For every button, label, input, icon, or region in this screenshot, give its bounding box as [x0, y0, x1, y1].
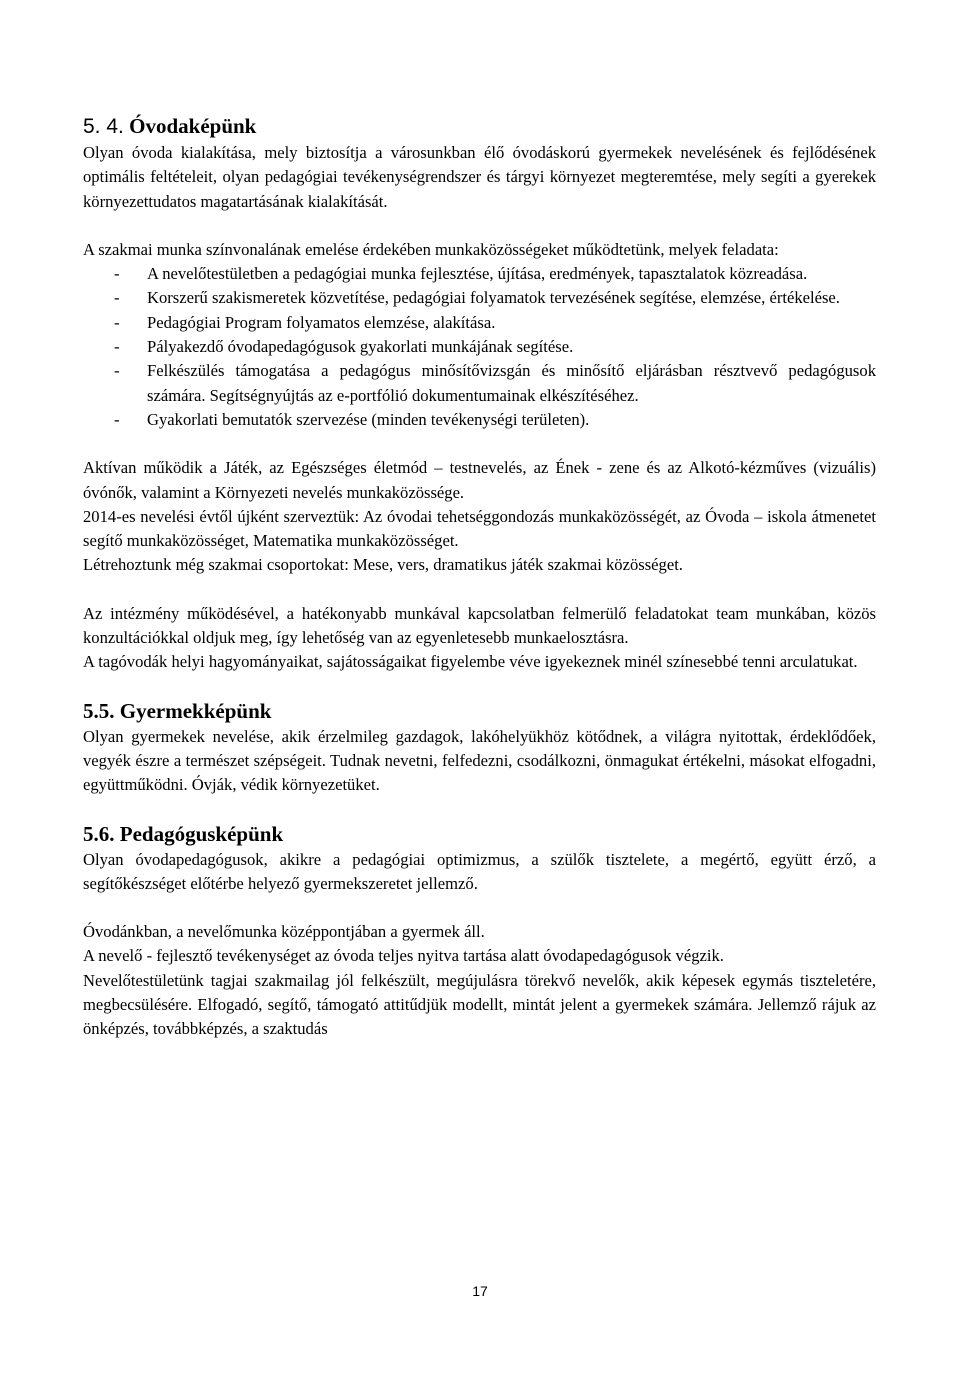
section-number: 5. 4. — [83, 115, 124, 138]
section-heading-5-4 — [83, 112, 876, 141]
list-dash: - — [114, 361, 120, 381]
educator-role-paragraph: A nevelő - fejlesztő tevékenységet az óvoda teljes nyitva tartása alatt óvodapedagógusok végzik. — [83, 946, 724, 966]
document-page — [83, 112, 876, 1042]
section-number: 5.6. — [83, 821, 115, 846]
list-item: - Korszerű szakismeretek közvetítése, pedagógiai folyamatok tervezésének segítése, elemzése, értékelése. — [83, 286, 876, 310]
workgroups-intro-paragraph: A szakmai munka színvonalának emelése érdekében munkaközösségeket működtetünk, melyek feladata: — [83, 239, 779, 259]
page-number: 17 — [472, 1283, 488, 1299]
teamwork-paragraph: Az intézmény működésével, a hatékonyabb munkával kapcsolatban felmerülő feladatokat team munkában, közös konzultációkkal oldjuk meg, így lehetőség van az egyenletesebb munkaelosztásra. — [83, 603, 876, 648]
kindergarten-vision-paragraph: Olyan óvoda kialakítása, mely biztosítja a városunkban élő óvodáskorú gyermekek nevelésének és fejlődésének optimális feltételeit, olyan pedagógiai tevékenységrendszer és tárgyi környezet megteremtése, mely segíti a gyerekek környezettudatos magatartásának kialakítását. — [83, 143, 876, 211]
section-heading-5-6 — [83, 820, 876, 848]
new-workgroups-paragraph: 2014-es nevelési évtől újként szerveztük: Az óvodai tehetséggondozás munkaközösségét, az Óvoda – iskola átmenetet segítő munkaközösséget, Matematika munkaközösséget. — [83, 506, 876, 551]
list-dash: - — [114, 337, 120, 357]
section-title: Óvodaképünk — [129, 114, 257, 138]
list-item: - Pedagógiai Program folyamatos elemzése, alakítása. — [83, 311, 876, 335]
list-dash: - — [114, 312, 120, 332]
teaching-staff-paragraph: Nevelőtestületünk tagjai szakmailag jól felkészült, megújulásra törekvő nevelők, akik képesek egymás tiszteletére, megbecsülésére. Elfogadó, segítő, támogató attitűdjük modellt, mintát jelent a gyermekek számára. Jellemző rájuk az önképzés, továbbképzés, a szaktudás — [83, 970, 876, 1039]
list-dash: - — [114, 409, 120, 429]
list-dash: - — [114, 288, 120, 308]
list-item: - Gyakorlati bemutatók szervezése (minden tevékenységi területen). — [83, 408, 876, 432]
section-number: 5.5. — [83, 698, 115, 723]
child-center-paragraph: Óvodánkban, a nevelőmunka középpontjában a gyermek áll. — [83, 922, 485, 942]
list-item: - Pályakezdő óvodapedagógusok gyakorlati munkájának segítése. — [83, 335, 876, 359]
list-item: - Felkészülés támogatása a pedagógus minősítővizsgán és minősítő eljárásban résztvevő pedagógusok számára. Segítségnyújtás az e-portfólió dokumentumainak elkészítéséhez. — [114, 361, 876, 405]
section-title: Gyermekképünk — [119, 698, 272, 723]
list-dash: - — [114, 264, 120, 284]
section-heading-5-5 — [83, 697, 876, 725]
section-title: Pedagógusképünk — [119, 821, 284, 846]
member-kindergartens-paragraph: A tagóvodák helyi hagyományaikat, sajátosságaikat figyelembe véve igyekeznek minél színesebbé tenni arculatukat. — [83, 652, 858, 672]
teacher-vision-paragraph: Olyan óvodapedagógusok, akikre a pedagógiai optimizmus, a szülők tisztelete, a megértő, együtt érző, a segítőkészséget előtérbe helyező gyermekszeretet jellemző. — [83, 849, 876, 893]
child-vision-paragraph: Olyan gyermekek nevelése, akik érzelmileg gazdagok, lakóhelyükhöz kötődnek, a világra nyitottak, érdeklődőek, vegyék észre a természet szépségeit. Tudnak nevetni, felfedezni, csodálkozni, önmagukat értékelni, másokat elfogadni, együttműködni. Óvják, védik környezetüket. — [83, 726, 876, 795]
professional-groups-paragraph: Létrehoztunk még szakmai csoportokat: Mese, vers, dramatikus játék szakmai közösséget. — [83, 555, 683, 575]
workgroup-task-list — [83, 262, 876, 432]
active-workgroups-paragraph: Aktívan működik a Játék, az Egészséges életmód – testnevelés, az Ének - zene és az Alkotó-kézműves (vizuális) óvónők, valamint a Környezeti nevelés munkaközössége. — [83, 458, 876, 502]
list-item: - A nevelőtestületben a pedagógiai munka fejlesztése, újítása, eredmények, tapasztalatok közreadása. — [83, 262, 876, 286]
